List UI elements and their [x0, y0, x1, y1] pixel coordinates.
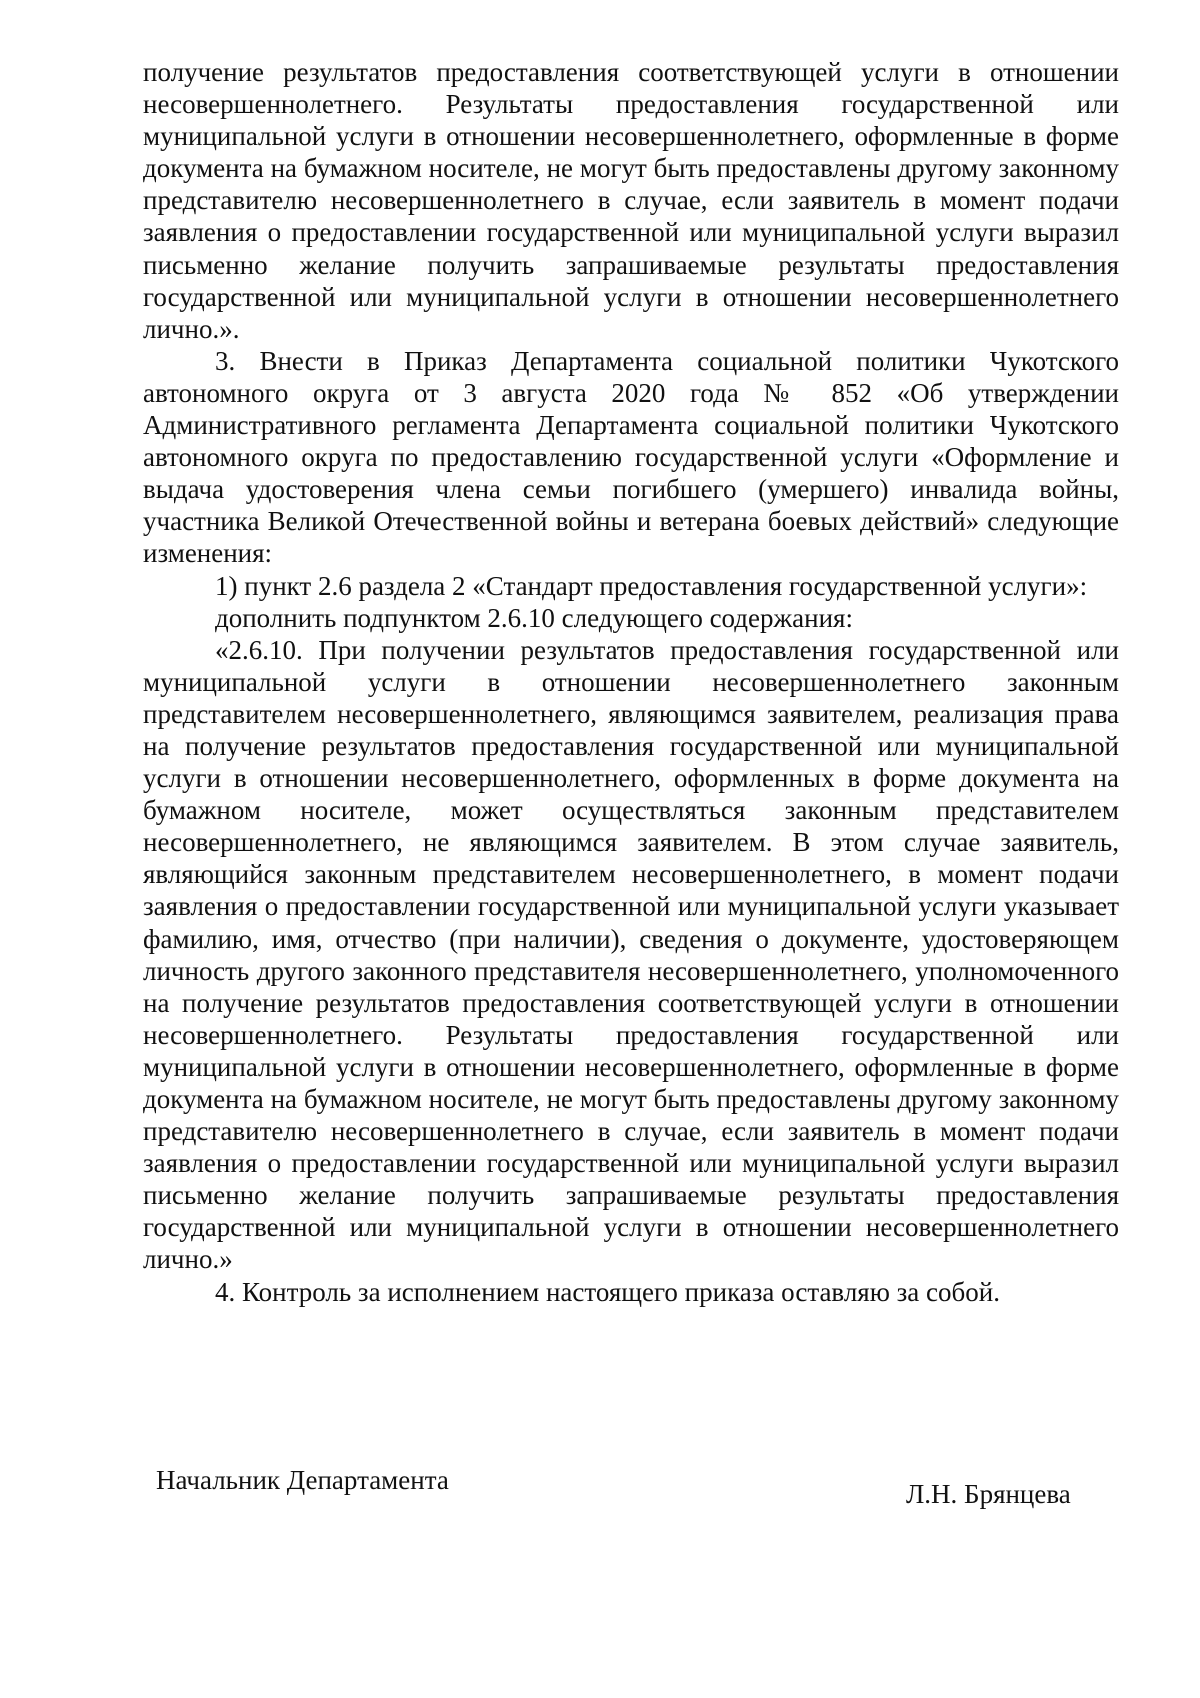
paragraph-item-4: 4. Контроль за исполнением настоящего приказа оставляю за собой. — [215, 1276, 1000, 1307]
paragraph-2-6-10: «2.6.10. При получении результатов предоставления государственной или муниципальной услуги в отношении несовершеннолетнего законным представителем несовершеннолетнего, являющимся заявителем, реализация права на получение результатов предоставления государственной или муниципальной услуги в отношении несовершеннолетнего, оформленных в форме документа на бумажном носителе, может осуществляться законным представителем несовершеннолетнего, не являющимся заявителем. В этом случае заявитель, являющийся законным представителем несовершеннолетнего, в момент подачи заявления о предоставлении государственной или муниципальной услуги указывает фамилию, имя, отчество (при наличии), сведения о документе, удостоверяющем личность другого законного представителя несовершеннолетнего, уполномоченного на получение результатов предоставления соответствующей услуги в отношении несовершеннолетнего. Результаты предоставления государственной или муниципальной услуги в отношении несовершеннолетнего, оформленные в форме документа на бумажном носителе, не могут быть предоставлены другому законному представителю несовершеннолетнего в случае, если заявитель в момент подачи заявления о предоставлении государственной или муниципальной услуги выразил письменно желание получить запрашиваемые результаты предоставления государственной или муниципальной услуги в отношении несовершеннолетнего лично.» — [143, 634, 1119, 1275]
paragraph-item-3: 3. Внести в Приказ Департамента социальной политики Чукотского автономного округа от 3 августа 2020 года № 852 «Об утверждении Административного регламента Департамента социальной политики Чукотского автономного округа по предоставлению государственной услуги «Оформление и выдача удостоверения члена семьи погибшего (умершего) инвалида войны, участника Великой Отечественной войны и ветерана боевых действий» следующие изменения: — [143, 345, 1119, 569]
document-body — [143, 56, 1119, 1308]
paragraph-continuation: получение результатов предоставления соответствующей услуги в отношении несовершеннолетнего. Результаты предоставления государственной или муниципальной услуги в отношении несовершеннолетнего, оформленные в форме документа на бумажном носителе, не могут быть предоставлены другому законному представителю несовершеннолетнего в случае, если заявитель в момент подачи заявления о предоставлении государственной или муниципальной услуги выразил письменно желание получить запрашиваемые результаты предоставления государственной или муниципальной услуги в отношении несовершеннолетнего лично.». — [143, 57, 1119, 344]
paragraph-subitem-1: 1) пункт 2.6 раздела 2 «Стандарт предоставления государственной услуги»: — [215, 570, 1088, 601]
paragraph-supplement: дополнить подпунктом 2.6.10 следующего содержания: — [215, 602, 853, 633]
signatory-name: Л.Н. Брянцева — [906, 1479, 1071, 1509]
signatory-position: Начальник Департамента — [156, 1465, 449, 1495]
